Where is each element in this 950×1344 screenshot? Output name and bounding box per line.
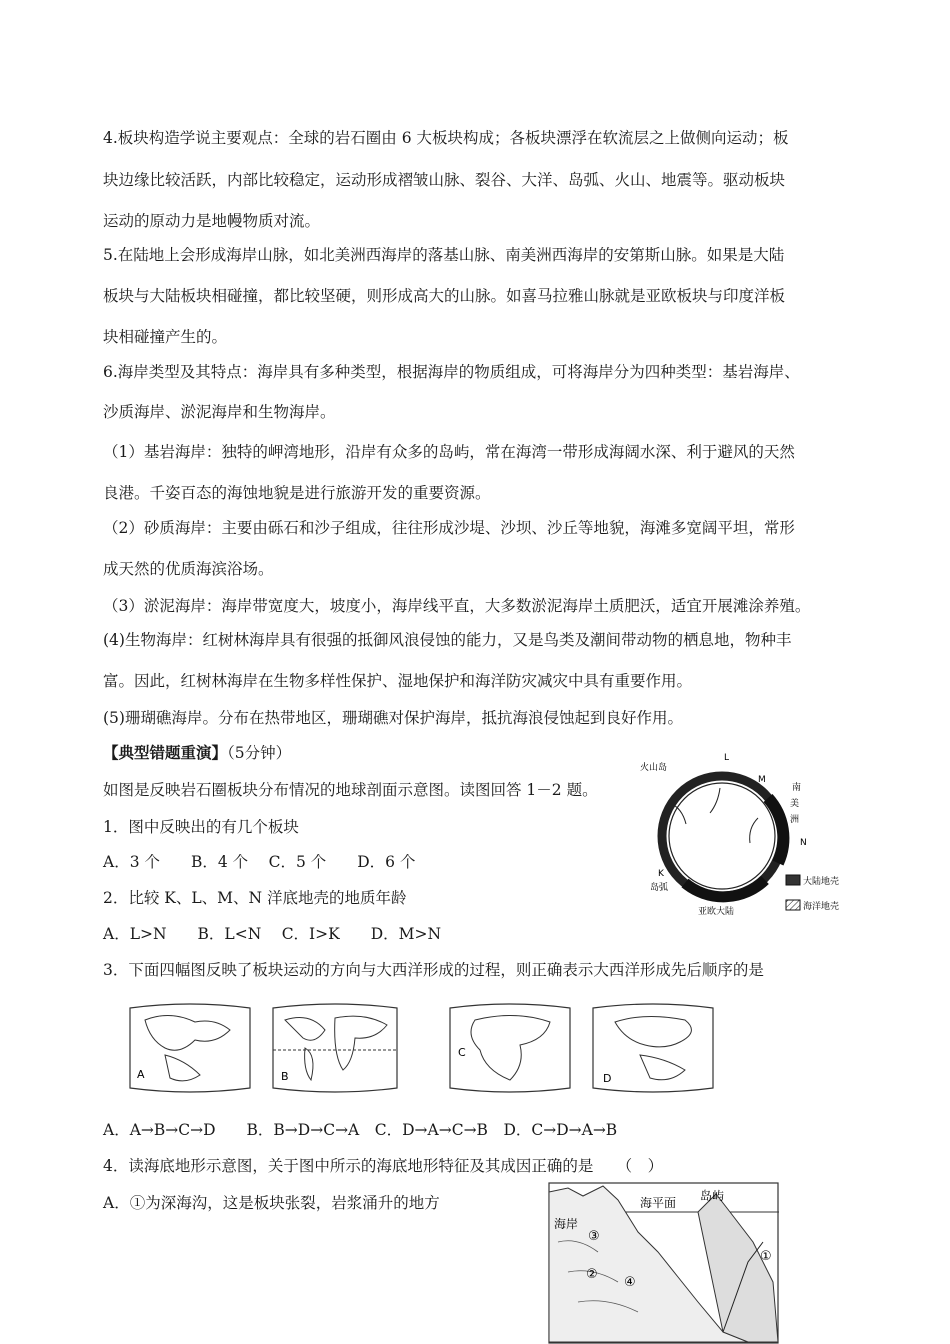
label-4: ④ <box>624 1275 636 1290</box>
coast2-line2: 成天然的优质海滨浴场。 <box>103 560 274 578</box>
atlantic-evolution-maps <box>125 1000 755 1098</box>
coast1-line1: （1）基岩海岸：独特的岬湾地形，沿岸有众多的岛屿，常在海湾一带形成海阔水深、利于避风的天然 <box>103 443 795 461</box>
question-4: 4．读海底地形示意图，关于图中所示的海底地形特征及其成因正确的是 （ ） <box>103 1157 664 1175</box>
seafloor-terrain-figure <box>548 1182 780 1344</box>
question-3-options: A．A→B→C→D B．B→D→C→A C．D→A→C→B D．C→D→A→B <box>103 1121 618 1139</box>
panel-label-c: C <box>458 1046 466 1059</box>
question-4-option-a: A．①为深海沟，这是板块张裂，岩浆涌升的地方 <box>103 1194 440 1212</box>
map-panel-a <box>130 1004 250 1092</box>
point6-line1: 6.海岸类型及其特点：海岸具有多种类型，根据海岸的物质组成，可将海岸分为四种类型：基岩海岸、 <box>103 363 800 381</box>
question-1-options: A．3 个 B．4 个 C．5 个 D．6 个 <box>103 853 416 871</box>
label-k: K <box>658 869 664 879</box>
label-america: 美 <box>790 799 800 809</box>
legend-oceanic-label: 海洋地壳 <box>803 902 840 912</box>
question-intro: 如图是反映岩石圈板块分布情况的地球剖面示意图。读图回答 1－2 题。 <box>103 781 598 799</box>
coast4-line1: (4)生物海岸：红树林海岸具有很强的抵御风浪侵蚀的能力，又是鸟类及潮间带动物的栖息地，物种丰 <box>103 631 792 649</box>
coast1-line2: 良港。千姿百态的海蚀地貌是进行旅游开发的重要资源。 <box>103 484 491 502</box>
panel-label-a: A <box>137 1068 145 1081</box>
coast5-line: (5)珊瑚礁海岸。分布在热带地区，珊瑚礁对保护海岸，抵抗海浪侵蚀起到良好作用。 <box>103 709 683 727</box>
point4-line2: 块边缘比较活跃，内部比较稳定，运动形成褶皱山脉、裂谷、大洋、岛弧、火山、地震等。驱动板块 <box>103 171 786 189</box>
label-3: ③ <box>588 1229 600 1244</box>
map-panel-c <box>450 1004 570 1092</box>
point5-line2: 板块与大陆板块相碰撞，都比较坚硬，则形成高大的山脉。如喜马拉雅山脉就是亚欧板块与印度洋板 <box>103 287 786 305</box>
point6-line2: 沙质海岸、淤泥海岸和生物海岸。 <box>103 403 336 421</box>
label-m: M <box>758 775 766 785</box>
panel-label-d: D <box>603 1072 612 1085</box>
label-n: N <box>800 838 807 848</box>
section-header <box>103 743 291 763</box>
label-2: ② <box>586 1267 598 1282</box>
label-volcanic-island: 火山岛 <box>640 763 668 773</box>
question-3: 3．下面四幅图反映了板块运动的方向与大西洋形成的过程，则正确表示大西洋形成先后顺序的是 <box>103 961 764 979</box>
label-l: L <box>724 753 730 763</box>
point5-line3: 块相碰撞产生的。 <box>103 328 228 346</box>
legend-continental-label: 大陆地壳 <box>803 877 840 887</box>
section-title: 【典型错题重演】 <box>103 743 228 762</box>
point4-line3: 运动的原动力是地幔物质对流。 <box>103 212 321 230</box>
label-sea-level: 海平面 <box>640 1196 677 1210</box>
coast3-line: （3）淤泥海岸：海岸带宽度大，坡度小，海岸线平直，大多数淤泥海岸土质肥沃，适宜开展滩涂养殖。 <box>103 597 811 615</box>
label-island-arc: 岛弧 <box>650 883 669 893</box>
label-continent: 洲 <box>790 815 800 825</box>
earth-section-figure <box>640 748 860 918</box>
legend-oceanic-swatch <box>786 900 800 910</box>
question-2-options: A．L>N B．L<N C．I>K D．M>N <box>103 925 442 943</box>
label-1: ① <box>760 1249 772 1264</box>
point5-line1: 5.在陆地上会形成海岸山脉，如北美洲西海岸的落基山脉、南美洲西海岸的安第斯山脉。如果是大陆 <box>103 246 785 264</box>
earth-mantle <box>669 783 775 889</box>
question-2: 2．比较 K、L、M、N 洋底地壳的地质年龄 <box>103 889 407 907</box>
map-panel-d <box>593 1004 713 1092</box>
label-coast: 海岸 <box>554 1217 579 1231</box>
map-panel-b <box>273 1004 397 1092</box>
label-island: 岛屿 <box>700 1189 725 1203</box>
section-time: （5分钟） <box>227 744 292 762</box>
point4-line1: 4.板块构造学说主要观点：全球的岩石圈由 6 大板块构成；各板块漂浮在软流层之上做侧向运动；板 <box>103 129 789 147</box>
question-1: 1．图中反映出的有几个板块 <box>103 818 299 836</box>
label-south: 南 <box>792 783 802 793</box>
label-eurasia: 亚欧大陆 <box>698 907 735 917</box>
coast4-line2: 富。因此，红树林海岸在生物多样性保护、湿地保护和海洋防灾减灾中具有重要作用。 <box>103 672 693 690</box>
coast2-line1: （2）砂质海岸：主要由砾石和沙子组成，往往形成沙堤、沙坝、沙丘等地貌，海滩多宽阔平坦，常形 <box>103 519 795 537</box>
panel-label-b: B <box>281 1070 289 1083</box>
legend-continental-swatch <box>786 875 800 885</box>
